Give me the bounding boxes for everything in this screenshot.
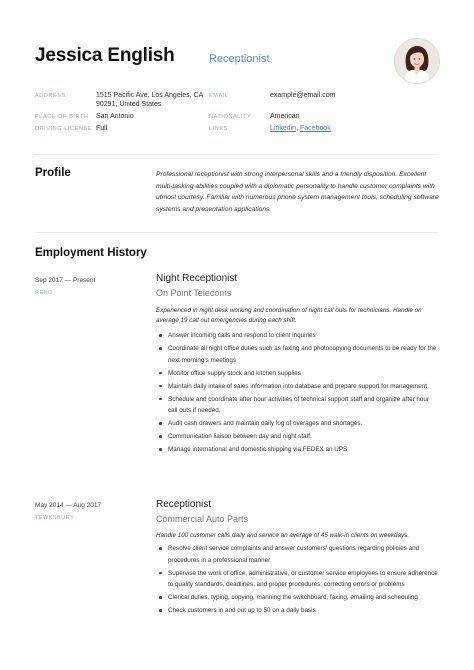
nationality-label: NATIONALITY	[209, 114, 252, 120]
links-separator: ,	[296, 125, 299, 132]
job-2-dates: May 2014 — Aug 2017	[35, 502, 102, 509]
address-line-1: 1515 Pacific Ave, Los Angeles, CA	[96, 92, 204, 99]
address-label: ADDRESS	[35, 93, 66, 99]
list-item: Check customers in and out up to 50 on a daily basis	[156, 605, 440, 617]
job-1-description: Experienced in night desk working and coordination of night call outs for technicians. Handle on average 19 call out emergencies during each shift.	[156, 307, 422, 325]
job-1-employer: On Point Telecoms	[156, 288, 232, 298]
list-item: Manage international and domestic shipping via FEDEX an UPS	[156, 444, 440, 456]
list-item: Maintain daily intake of sales information into database and prepare support for management	[156, 381, 440, 393]
list-item: Monitor office supply stock and kitchen supplies	[156, 368, 440, 380]
avatar-photo-icon	[394, 38, 440, 84]
list-item: Coordinate all night office duties such as faxing and photocopying documents to be ready for the next morning's meetings	[156, 343, 440, 366]
job-1-bullets	[156, 330, 440, 457]
list-item: Supervise the work of office, administrative, or customer service employees to ensure adherence to quality standards, deadlines, and proper procedures, correcting errors or problems	[156, 568, 440, 591]
linkedin-link[interactable]: Linkedin	[270, 125, 297, 132]
job-2-title: Receptionist	[156, 499, 212, 510]
job-2-employer: Commercial Auto Parts	[156, 514, 249, 524]
list-item: Audit cash drawers and maintain daily log of overages and shortages.	[156, 418, 440, 430]
email-label: EMAIL	[209, 93, 229, 99]
email-value[interactable]: example@email.com	[270, 92, 336, 99]
list-item: Clerical duties, typing, copying, manning the switchboard, faxing, emailing and scheduling	[156, 592, 440, 604]
place-of-birth-label: PLACE OF BIRTH	[35, 114, 89, 120]
links-value	[270, 124, 331, 133]
job-2-description: Handle 100 customer calls daily and service an average of 45 walk-in clients on weekdays.	[156, 532, 410, 539]
job-1-dates: Sep 2017 — Present	[35, 277, 96, 284]
job-2-city: TEWKSBURY	[35, 515, 75, 521]
avatar-portrait	[395, 39, 439, 83]
profile-heading: Profile	[35, 167, 71, 179]
job-2-bullets	[156, 543, 440, 618]
profile-summary: Professional receptionist with strong interpersonal skills and a friendly disposition. Excellent multi-tasking abilities coupled with a diplomatic personality to handle customer complaints with utmost courtesy. Familiar with numerous phone system management tools, scheduling software systems and presentation applications.	[156, 171, 439, 213]
facebook-link[interactable]: Facebook	[299, 125, 331, 132]
employment-history-heading: Employment History	[35, 247, 147, 259]
list-item: Resolve client service complaints and answer customers' questions regarding policies and procedures in a professional manner	[156, 543, 440, 566]
driving-license-label: DRIVING LICENSE	[35, 126, 92, 132]
candidate-job-title: Receptionist	[209, 53, 270, 65]
list-item: Schedule and coordinate after hour activities of technical support staff and organize after hour call outs if needed.	[156, 394, 440, 417]
divider	[35, 232, 438, 233]
job-1-city: RENO	[35, 290, 53, 296]
nationality-value: American	[270, 113, 300, 120]
list-item: Answer incoming calls and respond to client inquiries	[156, 330, 440, 342]
driving-license-value: Full	[96, 125, 108, 132]
list-item: Communication liaison between day and night staff.	[156, 431, 440, 443]
links-label: LINKS	[209, 126, 228, 132]
address-line-2: 90291, United States	[96, 101, 162, 108]
job-1-title: Night Receptionist	[156, 273, 238, 284]
divider	[35, 154, 438, 155]
candidate-name: Jessica English	[35, 45, 175, 66]
place-of-birth-value: San Antonio	[96, 113, 134, 120]
